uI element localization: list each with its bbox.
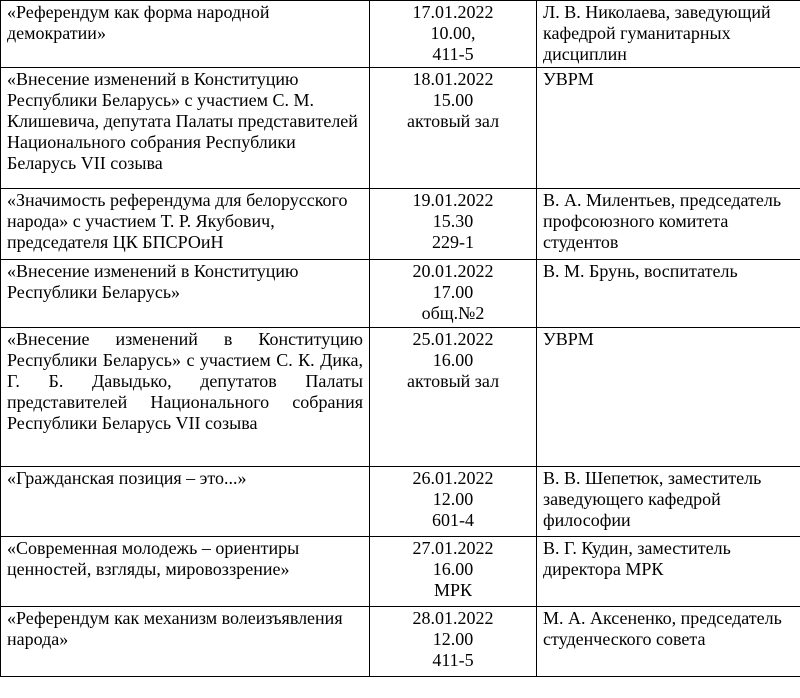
event-when <box>370 189 537 260</box>
event-topic: «Современная молодежь – ориентиры ценностей, взгляды, мировоззрение» <box>1 537 370 607</box>
event-responsible: УВРМ <box>537 328 800 467</box>
event-responsible: В. Г. Кудин, заместитель директора МРК <box>537 537 800 607</box>
event-when <box>370 467 537 537</box>
event-date: 25.01.2022 <box>412 329 494 349</box>
table-row <box>1 537 800 607</box>
event-time: 15.30 <box>432 211 474 231</box>
event-responsible: В. М. Брунь, воспитатель <box>537 260 800 328</box>
event-responsible: Л. В. Николаева, заведующий кафедрой гуманитарных дисциплин <box>537 1 800 68</box>
event-date: 26.01.2022 <box>412 468 494 488</box>
event-time: 16.00 <box>432 350 474 370</box>
table-row <box>1 189 800 260</box>
event-when <box>370 1 537 68</box>
event-date: 17.01.2022 <box>412 2 494 22</box>
event-time: 10.00, <box>430 23 476 43</box>
event-date: 27.01.2022 <box>412 538 494 558</box>
event-place: общ.№2 <box>421 303 485 323</box>
event-topic: «Значимость референдума для белорусского народа» с участием Т. Р. Якубович, председателя ЦК БПСРОиН <box>1 189 370 260</box>
event-place: 229-1 <box>432 232 474 252</box>
event-when <box>370 68 537 189</box>
table-row <box>1 328 800 467</box>
event-time: 17.00 <box>432 282 474 302</box>
event-place: актовый зал <box>406 371 500 391</box>
event-place: 411-5 <box>432 650 474 670</box>
event-topic: «Внесение изменений в Конституцию Республики Беларусь» с участием С. К. Дика, Г. Б. Давыдько, депутатов Палаты представителей Национального собрания Республики Беларусь VII созыва <box>1 328 370 467</box>
event-date: 28.01.2022 <box>412 608 494 628</box>
event-time: 15.00 <box>432 90 474 110</box>
event-when <box>370 328 537 467</box>
event-responsible: В. В. Шепетюк, заместитель заведующего кафедрой философии <box>537 467 800 537</box>
event-time: 16.00 <box>432 559 474 579</box>
event-topic: «Референдум как форма народной демократии» <box>1 1 370 68</box>
table-row <box>1 1 800 68</box>
event-place: 411-5 <box>432 44 474 64</box>
event-responsible: В. А. Милентьев, председатель профсоюзного комитета студентов <box>537 189 800 260</box>
event-when <box>370 537 537 607</box>
event-time: 12.00 <box>432 629 474 649</box>
event-when <box>370 260 537 328</box>
event-topic: «Референдум как механизм волеизъявления народа» <box>1 607 370 677</box>
event-date: 18.01.2022 <box>412 69 494 89</box>
table-row <box>1 260 800 328</box>
event-topic: «Внесение изменений в Конституцию Республики Беларусь» <box>1 260 370 328</box>
event-place: актовый зал <box>406 111 500 131</box>
event-responsible: М. А. Аксененко, председатель студенческого совета <box>537 607 800 677</box>
event-time: 12.00 <box>432 489 474 509</box>
event-when <box>370 607 537 677</box>
event-date: 19.01.2022 <box>412 190 494 210</box>
table-row <box>1 68 800 189</box>
event-topic: «Гражданская позиция – это...» <box>1 467 370 537</box>
event-place: 601-4 <box>432 510 474 530</box>
event-place: МРК <box>433 580 473 600</box>
event-responsible: УВРМ <box>537 68 800 189</box>
event-date: 20.01.2022 <box>412 261 494 281</box>
table-row <box>1 467 800 537</box>
event-topic: «Внесение изменений в Конституцию Республики Беларусь» с участием С. М. Клишевича, депутата Палаты представителей Национального собрания Республики Беларусь VII созыва <box>1 68 370 189</box>
table-row <box>1 607 800 677</box>
